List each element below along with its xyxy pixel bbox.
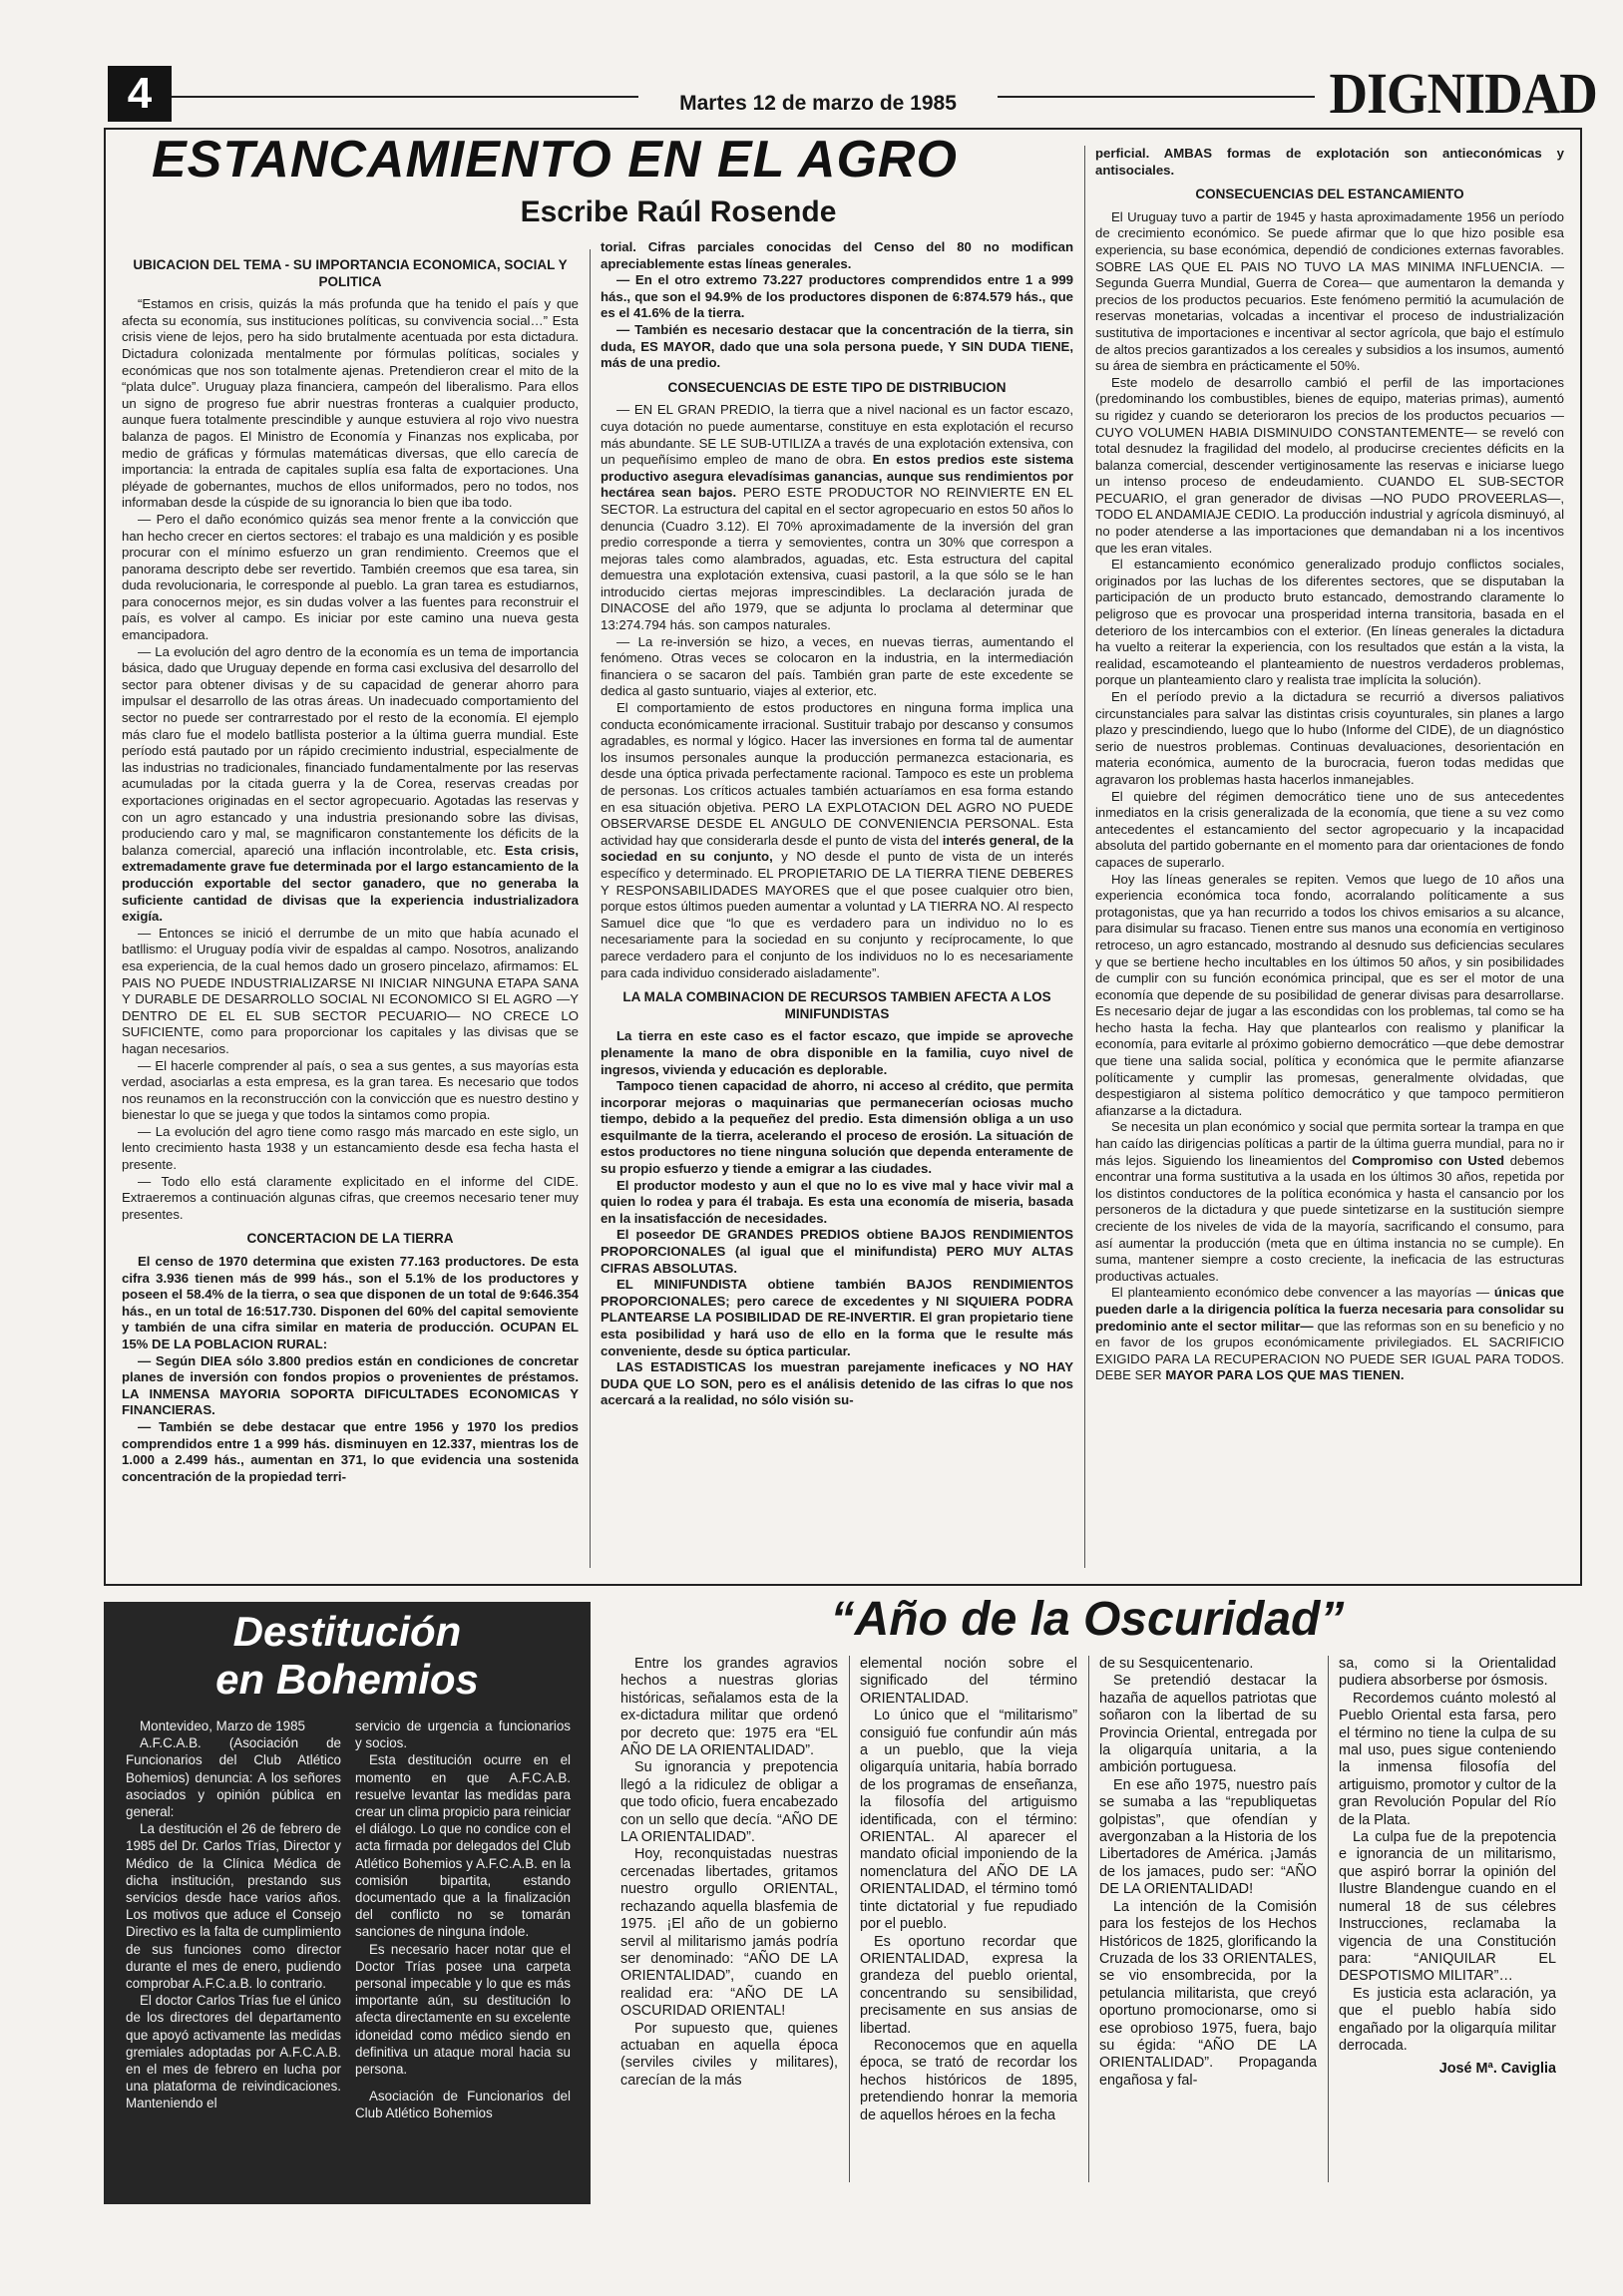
paragraph: Se necesita un plan económico y social que permita sortear la trampa en que han caído las dirigencias políticas a partir de la última guerra mundial, para no ir más lejos. Siguiendo los lineamientos del Compromiso con Usted debemos encontrar una forma sustitutiva a la usada en los últimos 30 años, repetida por los distintos conductores de la política económica y hasta el cansancio por los personeros de la dictadura y que puede sintetizarse en la sustitución siempre creciente de los niveles de vida de la mayoría, sacrificando el consumo, para así aumentar la producción (meta que en última instancia no se cumple). En suma, mantener siempre a costo creciente, la ineficacia de las estructuras productivas actuales.	[1095, 1119, 1564, 1284]
section-heading: UBICACION DEL TEMA - SU IMPORTANCIA ECONOMICA, SOCIAL Y POLITICA	[133, 257, 568, 289]
paragraph: Recordemos cuánto molestó al Pueblo Oriental esta farsa, pero el término no tiene la culpa de su mal uso, pues sigue conteniendo la inmensa filosofía del artiguismo, promotor y cultor de la gran Revolución Popular del Río de la Plata.	[1339, 1690, 1556, 1828]
paragraph: Entre los grandes agravios hechos a nuestras glorias históricas, señalamos esta de la ex-dictadura militar que ordenó por decreto que: 1975 era “EL AÑO DE LA ORIENTALIDAD”.	[620, 1656, 838, 1759]
paragraph: La tierra en este caso es el factor escazo, que impide se aproveche plenamente la mano de obra disponible en la familia, cuyo nivel de ingresos, vivienda y educación es deplorable.	[601, 1028, 1073, 1077]
paragraph: Lo único que el “militarismo” consiguió fue confundir aún más a un pueblo, que la vieja oligarquía unitaria, había borrado de los programas de enseñanza, la filosofía del artiguismo identificada, con el término: ORIENTAL. Al aparecer el mandato oficial imponiendo de la nomenclatura del AÑO DE LA ORIENTALIDAD, el término tomó tinte dictatorial y fue repudiado por el pueblo.	[860, 1708, 1077, 1933]
paragraph: La destitución el 26 de febrero de 1985 del Dr. Carlos Trías, Director y Médico de la Clínica Médica de dicha institución, prestando sus servicios desde hace varios años. Los motivos que aduce el Consejo Directivo es la falta de cumplimiento de sus funciones como director durante el mes de enero, pudiendo comprobar A.F.C.a.B. lo contrario.	[126, 1821, 341, 1992]
paragraph: En el período previo a la dictadura se recurrió a diversos paliativos circunstanciales para salvar las distintas crisis coyunturales, sin planes a largo plazo y prescindiendo, luego que lo hubo (Informe del CIDE), de un diagnóstico serio de nuestros problemas. Continuas devaluaciones, desorientación en materia económica, aumento de la burocracia, fueron todas medidas que agravaron los problemas hasta hacerlos inmanejables.	[1095, 689, 1564, 787]
side-article-column-1	[126, 1718, 341, 2200]
oscuridad-column-2	[860, 1656, 1077, 2182]
paragraph: Es necesario hacer notar que el Doctor Trías posee una carpeta personal impecable y lo que es más importante aún, su destitución lo afecta directamente en su excelente idoneidad como médico siendo en definitiva un ataque moral hacia su persona.	[355, 1941, 571, 2078]
paragraph: El quiebre del régimen democrático tiene uno de sus antecedentes inmediatos en la crisis generalizada de la economía, que tiene a su vez como antecedentes el estancamiento del sector agropecuario y la incapacidad absoluta del partido gobernante en el momento para dar orientaciones de fondo capaces de superarlo.	[1095, 788, 1564, 870]
column-divider	[849, 1656, 850, 2182]
paragraph: Es justicia esta aclaración, ya que el pueblo había sido engañado por la oligarquía militar derrocada.	[1339, 1985, 1556, 2054]
oscuridad-column-1	[620, 1656, 838, 2182]
oscuridad-article-title: “Año de la Oscuridad”	[830, 1593, 1345, 1646]
column-divider	[1084, 146, 1085, 1568]
section-heading: CONSECUENCIAS DEL ESTANCAMIENTO	[1195, 187, 1464, 202]
page-number: 4	[108, 66, 172, 122]
paragraph: El poseedor DE GRANDES PREDIOS obtiene BAJOS RENDIMIENTOS PROPORCIONALES (al igual que el minifundista) PERO MUY ALTAS CIFRAS ABSOLUTAS.	[601, 1227, 1073, 1276]
paragraph: Se pretendió destacar la hazaña de aquellos patriotas que soñaron con la libertad de su Provincia Oriental, entregada por la oligarquía unitaria, a la ambición portuguesa.	[1099, 1673, 1317, 1776]
paragraph: Esta destitución ocurre en el momento en que A.F.C.A.B. resuelve levantar las medidas para crear un clima propicio para reiniciar el diálogo. Lo que no condice con el acta firmada por delegados del Club Atlético Bohemios y A.F.C.A.B. en la comisión bipartita, estando documentado que a la finalización del conflicto no se tomarán sanciones de ninguna índole.	[355, 1752, 571, 1940]
main-article-title: ESTANCAMIENTO EN EL AGRO	[152, 131, 958, 189]
side-article-box	[104, 1602, 591, 2204]
dateline: Montevideo, Marzo de 1985	[140, 1719, 305, 1733]
paragraph: El Uruguay tuvo a partir de 1945 y hasta aproximadamente 1956 un período de crecimiento económico. Se puede afirmar que lo que hizo posible esa experiencia, su base económica, dependió de condiciones externas favorables. SOBRE LAS QUE EL PAIS NO TUVO LA MAS MINIMA INFLUENCIA. —Segunda Guerra Mundial, Guerra de Corea— que aumentaron la demanda y precios de los productos pecuarios. Este fenómeno permitió la acumulación de reservas monetarias, volcadas a incentivar el proceso de industrialización sustitutiva de importaciones e incentivar al sector agrícola, que bajo el estímulo de altos precios garantizados a los cereales y subsidios a los insumos, aumentó su área de siembra en prácticamente el 50%.	[1095, 208, 1564, 374]
paragraph: La intención de la Comisión para los festejos de los Hechos Históricos de 1825, glorificando la Cruzada de los 33 ORIENTALES, se vio ensombrecida, por la petulancia militarista, que creyó oportuno promocionarse, omo si ese oprobioso 1975, fuera, bajo su égida: “AÑO DE LA ORIENTALIDAD”. Propaganda engañosa y fal-	[1099, 1898, 1317, 2089]
paragraph: A.F.C.A.B. (Asociación de Funcionarios del Club Atlético Bohemios) denuncia: A los señores asociados y opinión pública en general:	[126, 1735, 341, 1820]
paragraph: torial. Cifras parciales conocidas del Censo del 80 no modifican apreciablemente estas líneas generales.	[601, 239, 1073, 271]
paragraph: — La evolución del agro tiene como rasgo más marcado en este siglo, un lento crecimiento hasta 1938 y un estancamiento desde esa fecha hasta el presente.	[122, 1123, 579, 1173]
column-divider	[590, 249, 591, 1568]
paragraph: En ese año 1975, nuestro país se sumaba a las “republiquetas golpistas”, que ofendían y avergonzaban a la Historia de los Libertadores de América. ¡Jamás de los jamaces, pudo ser: “AÑO DE LA ORIENTALIDAD!	[1099, 1776, 1317, 1898]
paragraph: Reconocemos que en aquella época, se trató de recordar los hechos históricos de 1895, pretendiendo honrar la memoria de aquellos héroes en la fecha	[860, 2037, 1077, 2123]
main-article-column-3	[1095, 146, 1564, 1568]
paragraph: — Pero el daño económico quizás sea menor frente a la convicción que han hecho crecer en ciertos sectores: el trabajo es una maldición y es posible procurar con el mínimo esfuerzo un gran rendimiento. Creemos que el panorama descripto debe ser revertido. También creemos que esa tarea, sin duda revolucionaria, le corresponde al pueblo. La gran tarea es estudiarnos, para conocernos mejor, es sin dudas volver a las fuentes para reconstruir el país, es volver al campo. Es iniciar por este camino una nueva gesta emancipadora.	[122, 511, 579, 643]
paragraph: — Todo ello está claramente explicitado en el informe del CIDE. Extraeremos a continuación algunas cifras, que creemos necesario tener muy presentes.	[122, 1173, 579, 1222]
paragraph: — En el otro extremo 73.227 productores comprendidos entre 1 a 999 hás., que son el 94.9% de los productores disponen de 6:874.579 hás., que es el 41.6% de la tierra.	[601, 272, 1073, 321]
masthead: DIGNIDAD	[1329, 61, 1597, 126]
paragraph: El doctor Carlos Trías fue el único de los directores del departamento que apoyó activamente las medidas gremiales adoptadas por A.F.C.A.B. en el mes de febrero en lucha por una plataforma de reivindicaciones. Manteniendo el	[126, 1993, 341, 2111]
paragraph: La culpa fue de la prepotencia e ignorancia de un militarismo, que aspiró borrar la opinión del Ilustre Blandengue cuando en el numeral 18 de sus célebres Instrucciones, reclamaba la vigencia de una Constitución para: “ANIQUILAR EL DESPOTISMO MILITAR”…	[1339, 1829, 1556, 1985]
paragraph: — Entonces se inició el derrumbe de un mito que había acunado el batllismo: el Uruguay podía vivir de espaldas al campo. Nosotros, analizando esa experiencia, de la cual hemos dado un grosero pincelazo, afirmamos: EL PAIS NO PUEDE INDUSTRIALIZARSE NI INICIAR NINGUNA ETAPA SANA Y DURABLE DE DESARROLLO SOCIAL NI ECONOMICO SI EL AGRO —Y DENTRO DE EL EL SUB SECTOR PECUARIO— NO CRECE LO SUFICIENTE, como para proporcionar los capitales y las divisas que se hagan necesarios.	[122, 925, 579, 1056]
main-article-column-2	[601, 239, 1073, 1568]
paragraph: Por supuesto que, quienes actuaban en aquella época (serviles civiles y militares), carecían de la más	[620, 2020, 838, 2089]
oscuridad-column-3	[1099, 1656, 1317, 2182]
paragraph: — Según DIEA sólo 3.800 predios están en condiciones de concretar planes de inversión con fondos propios o provenientes de préstamos. LA INMENSA MAYORIA SOPORTA DIFICULTADES ECONOMICAS Y FINANCIERAS.	[122, 1352, 579, 1418]
paragraph: “Estamos en crisis, quizás la más profunda que ha tenido el país y que afecta su economía, sus instituciones políticas, su convivencia social…” Esta crisis viene de lejos, pero ha sido brutalmente acentuada por esta dictadura. Dictadura colonizada mentalmente por fórmulas políticas, sociales y económicas que nos son totalmente ajenas. Pretendieron crear el mito de la “plata dulce”. Uruguay plaza financiera, campeón del liberalismo. Para ellos un signo de progreso fue abrir nuestras fronteras a cualquier producto, aunque fuera totalmente prescindible y aunque estuviera al rojo vivo nuestra balanza de pagos. El Ministro de Economía y Finanzas nos explicaba, por medio de gráficas y fórmulas matemáticas diversas, que ello carecía de importancia: la entrada de capitales suplía esa falta de exportaciones. Una pléyade de gobernantes, muchos de ellos uniformados, pero no todos, nos informaban desde la cúspide de su ignorancia lo bien que iba todo.	[122, 296, 579, 511]
paragraph: — EN EL GRAN PREDIO, la tierra que a nivel nacional es un factor escazo, cuya dotación no puede aumentarse, constituye en esta explotación el recurso más abundante. SE LE SUB-UTILIZA a través de una explotación extensiva, con un pequeñísimo empleo de mano de obra. En estos predios este sistema productivo asegura elevadísimas ganancias, aunque sus rendimientos por hectárea sean bajos. PERO ESTE PRODUCTOR NO REINVIERTE EN EL SECTOR. La estructura del capital en el sector agropecuario en estos 50 años lo denuncia (Cuadro 3.12). El 70% aproximadamente de la inversión del gran predio corresponde a tierra y semovientes, contra un 30% que correspon a mejoras tales como alambrados, aguadas, etc. Esta estructura del capital demuestra una explotación extensiva, cuasi pastoril, a la que sólo se le han introducido ciertas mejoras imprescindibles. La declaración jurada de DINACOSE del año 1979, que se adjunta lo proclama al determinar que 13:274.794 hás. son campos naturales.	[601, 402, 1073, 633]
paragraph: elemental noción sobre el significado del término ORIENTALIDAD.	[860, 1656, 1077, 1707]
paragraph: LAS ESTADISTICAS los muestran parejamente ineficaces y NO HAY DUDA QUE LO SON, pero es el análisis detenido de las cifras lo que nos acercará a la realidad, no sólo visión su-	[601, 1359, 1073, 1408]
main-article-byline: Escribe Raúl Rosende	[520, 195, 837, 228]
column-divider	[1088, 1656, 1089, 2182]
paragraph: Este modelo de desarrollo cambió el perfil de las importaciones (predominando los combustibles, bienes de equipo, materias primas), aumentó su rigidez y cuando se deterioraron los precios de los productos pecuarios —CUYO VOLUMEN HABIA DISMINUIDO CONSTANTEMENTE— se reveló con total desnudez la fragilidad del modelo, al producirse crecientes déficits en la balanza comercial, descender vertiginosamente las reservas e iniciarse luego un intenso proceso de endeudamiento. CUANDO EL SUB-SECTOR PECUARIO, el gran generador de divisas —NO PUDO PROVEERLAS—, TODO EL ANDAMIAJE CEDIO. La producción industrial y agrícola disminuyó, al no poder atenderse a las importaciones que demandaban ni a los incentivos que les eran vitales.	[1095, 374, 1564, 556]
column-divider	[1328, 1656, 1329, 2182]
paragraph: — La re-inversión se hizo, a veces, en nuevas tierras, aumentando el fenómeno. Otras veces se colocaron en la industria, en la intermediación financiera o se sacaron del país. También gran parte de este excedente se dedica al gasto suntuario, viajes al exterior, etc.	[601, 633, 1073, 699]
paragraph: Es oportuno recordar que ORIENTALIDAD, expresa la grandeza del pueblo oriental, concentrando su sensibilidad, precisamente en sus ansias de libertad.	[860, 1933, 1077, 2037]
section-heading: CONCERTACION DE LA TIERRA	[246, 1231, 454, 1247]
paragraph: — También es necesario destacar que la concentración de la tierra, sin duda, ES MAYOR, dado que una sola persona puede, Y SIN DUDA TIENE, más de una predio.	[601, 321, 1073, 371]
paragraph: sa, como si la Orientalidad pudiera absorberse por ósmosis.	[1339, 1656, 1556, 1690]
issue-date: Martes 12 de marzo de 1985	[638, 92, 998, 116]
paragraph: El productor modesto y aun el que no lo es vive mal y hace vivir mal a quien lo rodea y para él trabaja. Es esta una economía de miseria, basada en la insatisfacción de necesidades.	[601, 1177, 1073, 1226]
paragraph: Su ignorancia y prepotencia llegó a la ridiculez de obligar a que todo oficio, fuera encabezado con un sello que decía. “AÑO DE LA ORIENTALIDAD”.	[620, 1759, 838, 1846]
paragraph: de su Sesquicentenario.	[1099, 1656, 1254, 1672]
side-article-title: Destitución en Bohemios	[215, 1608, 479, 1703]
paragraph: servicio de urgencia a funcionarios y socios.	[355, 1719, 571, 1751]
paragraph: Tampoco tienen capacidad de ahorro, ni acceso al crédito, que permita incorporar mejoras o maquinarias que permanecerían ociosas mucho tiempo, debido a la pequeñez del predio. Esta dimensión obliga a un uso esquilmante de la tierra, acelerando el proceso de erosión. La situación de estos productores no tiene ninguna solución que dependa enteramente de su propio esfuerzo y tiende a emigrar a las ciudades.	[601, 1078, 1073, 1177]
paragraph: — También se debe destacar que entre 1956 y 1970 los predios comprendidos entre 1 a 999 hás. disminuyen en 12.337, mientras los de 1.000 a 2.499 hás., aumentan en 371, lo que evidencia una sostenida concentración de la propiedad terri-	[122, 1418, 579, 1484]
paragraph: El comportamiento de estos productores en ninguna forma implica una conducta económicamente irracional. Sustituir trabajo por descanso y consumos agradables, es normal y lógico. Hacer las inversiones en forma tal de aumentar los insumos personales aunque la producción permanezca estacionaria, es desde una óptica privada perfectamente racional. Tampoco es este un problema de personas. Los críticos actuales también actuaríamos en esa forma estando en esa situación objetiva. PERO LA EXPLOTACION DEL AGRO NO PUEDE OBSERVARSE DESDE EL ANGULO DE CONVENIENCIA PERSONAL. Esta actividad hay que considerarla desde el punto de vista del interés general, de la sociedad en su conjunto, y NO desde el punto de vista de un interés específico y determinado. EL PROPIETARIO DE LA TIERRA TIENE DEBERES Y RESPONSABILIDADES MAYORES que el que posee cualquier otro bien, porque estos últimos pueden aumentar a voluntad y LA TIERRA NO. Al respecto Samuel dice que “lo que es verdadero para un individuo no lo es necesariamente para la sociedad en su conjunto y recíprocamente, lo que parece verdadero para el conjunto de los individuos no lo es necesariamente para cada individuo considerado aisladamente”.	[601, 700, 1073, 980]
paragraph: perficial. AMBAS formas de explotación son antieconómicas y antisociales.	[1095, 146, 1564, 178]
section-heading: CONSECUENCIAS DE ESTE TIPO DE DISTRIBUCION	[667, 379, 1007, 395]
paragraph: — La evolución del agro dentro de la economía es un tema de importancia básica, dado que Uruguay depende en forma casi exclusiva del desarrollo del sector para obtener divisas y de su capacidad de generar ahorro para impulsar el desarrollo de las otras áreas. Un inadecuado comportamiento del sector no puede ser contrarrestado por el resto de la economía. El ejemplo más claro fue el modelo batllista posterior a la última guerra mundial. Este período está pautado por un rápido crecimiento industrial, especialmente de las industrias no tradicionales, financiado fundamentalmente por las reservas acumuladas por la citada guerra y la de Corea, reservas creadas por exportaciones originadas en el sector agropecuario. Agotadas las reservas y con un agro estancado y una industria presionando sobre las divisas, produciendo caro y mal, se magnificaron constantemente los déficits de la balanza comercial, apareció una inflación incontrolable, etc. Esta crisis, extremadamente grave fue determinada por el largo estancamiento de la producción exportable del sector ganadero, que no generaba la suficiente cantidad de divisas que la experiencia industrializadora exigía.	[122, 643, 579, 925]
oscuridad-column-4	[1339, 1656, 1556, 2182]
article-author: José Mª. Caviglia	[1438, 2061, 1556, 2078]
signature: Asociación de Funcionarios del Club Atlético Bohemios	[355, 2089, 571, 2121]
paragraph: El estancamiento económico generalizado produjo conflictos sociales, originados por las luchas de los diferentes sectores, que se disputaban la participación de un producto bruto estancado, demostrando claramente lo peligroso que es provocar una prosperidad interna transitoria, basada en el deterioro de los intercambios con el exterior. (En líneas generales la dictadura ha vuelto a reiterar la experiencia, con los resultados que están a la vista, la realidad, escamoteando el planteamiento de nuestros verdaderos problemas, porque un planteamiento claro y realista trae implícita la solución).	[1095, 557, 1564, 688]
paragraph: Hoy, reconquistadas nuestras cercenadas libertades, gritamos nuestro orgullo ORIENTAL, rechazando aquella blasfemia de 1975. ¡El año de un gobierno servil al militarismo jamás podría ser denominado: “AÑO DE LA ORIENTALIDAD”, cuando en realidad era: “AÑO DE LA OSCURIDAD ORIENTAL!	[620, 1846, 838, 2020]
main-article-column-1	[122, 249, 579, 1568]
paragraph: El planteamiento económico debe convencer a las mayorías — únicas que pueden darle a la dirigencia política la fuerza necesaria para consolidar su predominio ante el sector militar— que las reformas son en su beneficio y no en favor de los grupos económicamente privilegiados. EL SACRIFICIO EXIGIDO PARA LA RECUPERACION NO PUEDE SER IGUAL PARA TODOS. DEBE SER MAYOR PARA LOS QUE MAS TIENEN.	[1095, 1285, 1564, 1383]
paragraph: El censo de 1970 determina que existen 77.163 productores. De esta cifra 3.936 tienen más de 999 hás., son el 5.1% de los productores y poseen el 58.4% de la tierra, o sea que disponen de un total de 9:646.354 hás., en un total de 16:517.730. Disponen del 60% del capital semoviente y también de una cifra similar en materia de producción. OCUPAN EL 15% DE LA POBLACION RURAL:	[122, 1254, 579, 1351]
paragraph: Hoy las líneas generales se repiten. Vemos que luego de 10 años una experiencia económica toca fondo, acorralando políticamente a sus protagonistas, que ya han recurrido a todos los chivos emisarios a su alcance, para disimular su fracaso. Tienen entre sus manos una economía en vertiginoso retroceso, un agro estancado, mostrando al desnudo sus deficiencias seculares y que se bertiene hecho incultables en los últimos 50 años, y sin posibilidades de cumplir con su función económica principal, que es ser el motor de una economía que depende de su posibilidad de generar divisas para desarrollarse. Es necesario dejar de jugar a las escondidas con los problemas, tal como se ha hecho hasta la fecha. Hay que plantearlos con realismo y planificar la economía, para evitarle al próximo gobierno democrático —que debe demostrar que tiene una salida social, política y económica que le permite afianzarse políticamente y cumplir las promesas, generalmente olvidadas, que despestigiaron al sistema político democrático y que tampoco permitieron afianzarse a la dictadura.	[1095, 871, 1564, 1118]
side-article-column-2	[355, 1718, 571, 2200]
paragraph: — El hacerle comprender al país, o sea a sus gentes, a sus mayorías esta verdad, asociarlas a esta empresa, es la gran tarea. Es necesario que todos nos reunamos en la reconstrucción con la convicción que es nuestro destino y bienestar lo que se juega y que todos la sintamos como propia.	[122, 1057, 579, 1123]
paragraph: EL MINIFUNDISTA obtiene también BAJOS RENDIMIENTOS PROPORCIONALES; pero carece de excedentes y NI SIQUIERA PODRA PLANTEARSE LA POSIBILIDAD DE RE-INVERTIR. El gran propietario tiene esta posibilidad y hará uso de ello en la forma que le resulte más conveniente, desde su óptica particular.	[601, 1277, 1073, 1358]
section-heading: LA MALA COMBINACION DE RECURSOS TAMBIEN AFECTA A LOS MINIFUNDISTAS	[622, 989, 1051, 1021]
